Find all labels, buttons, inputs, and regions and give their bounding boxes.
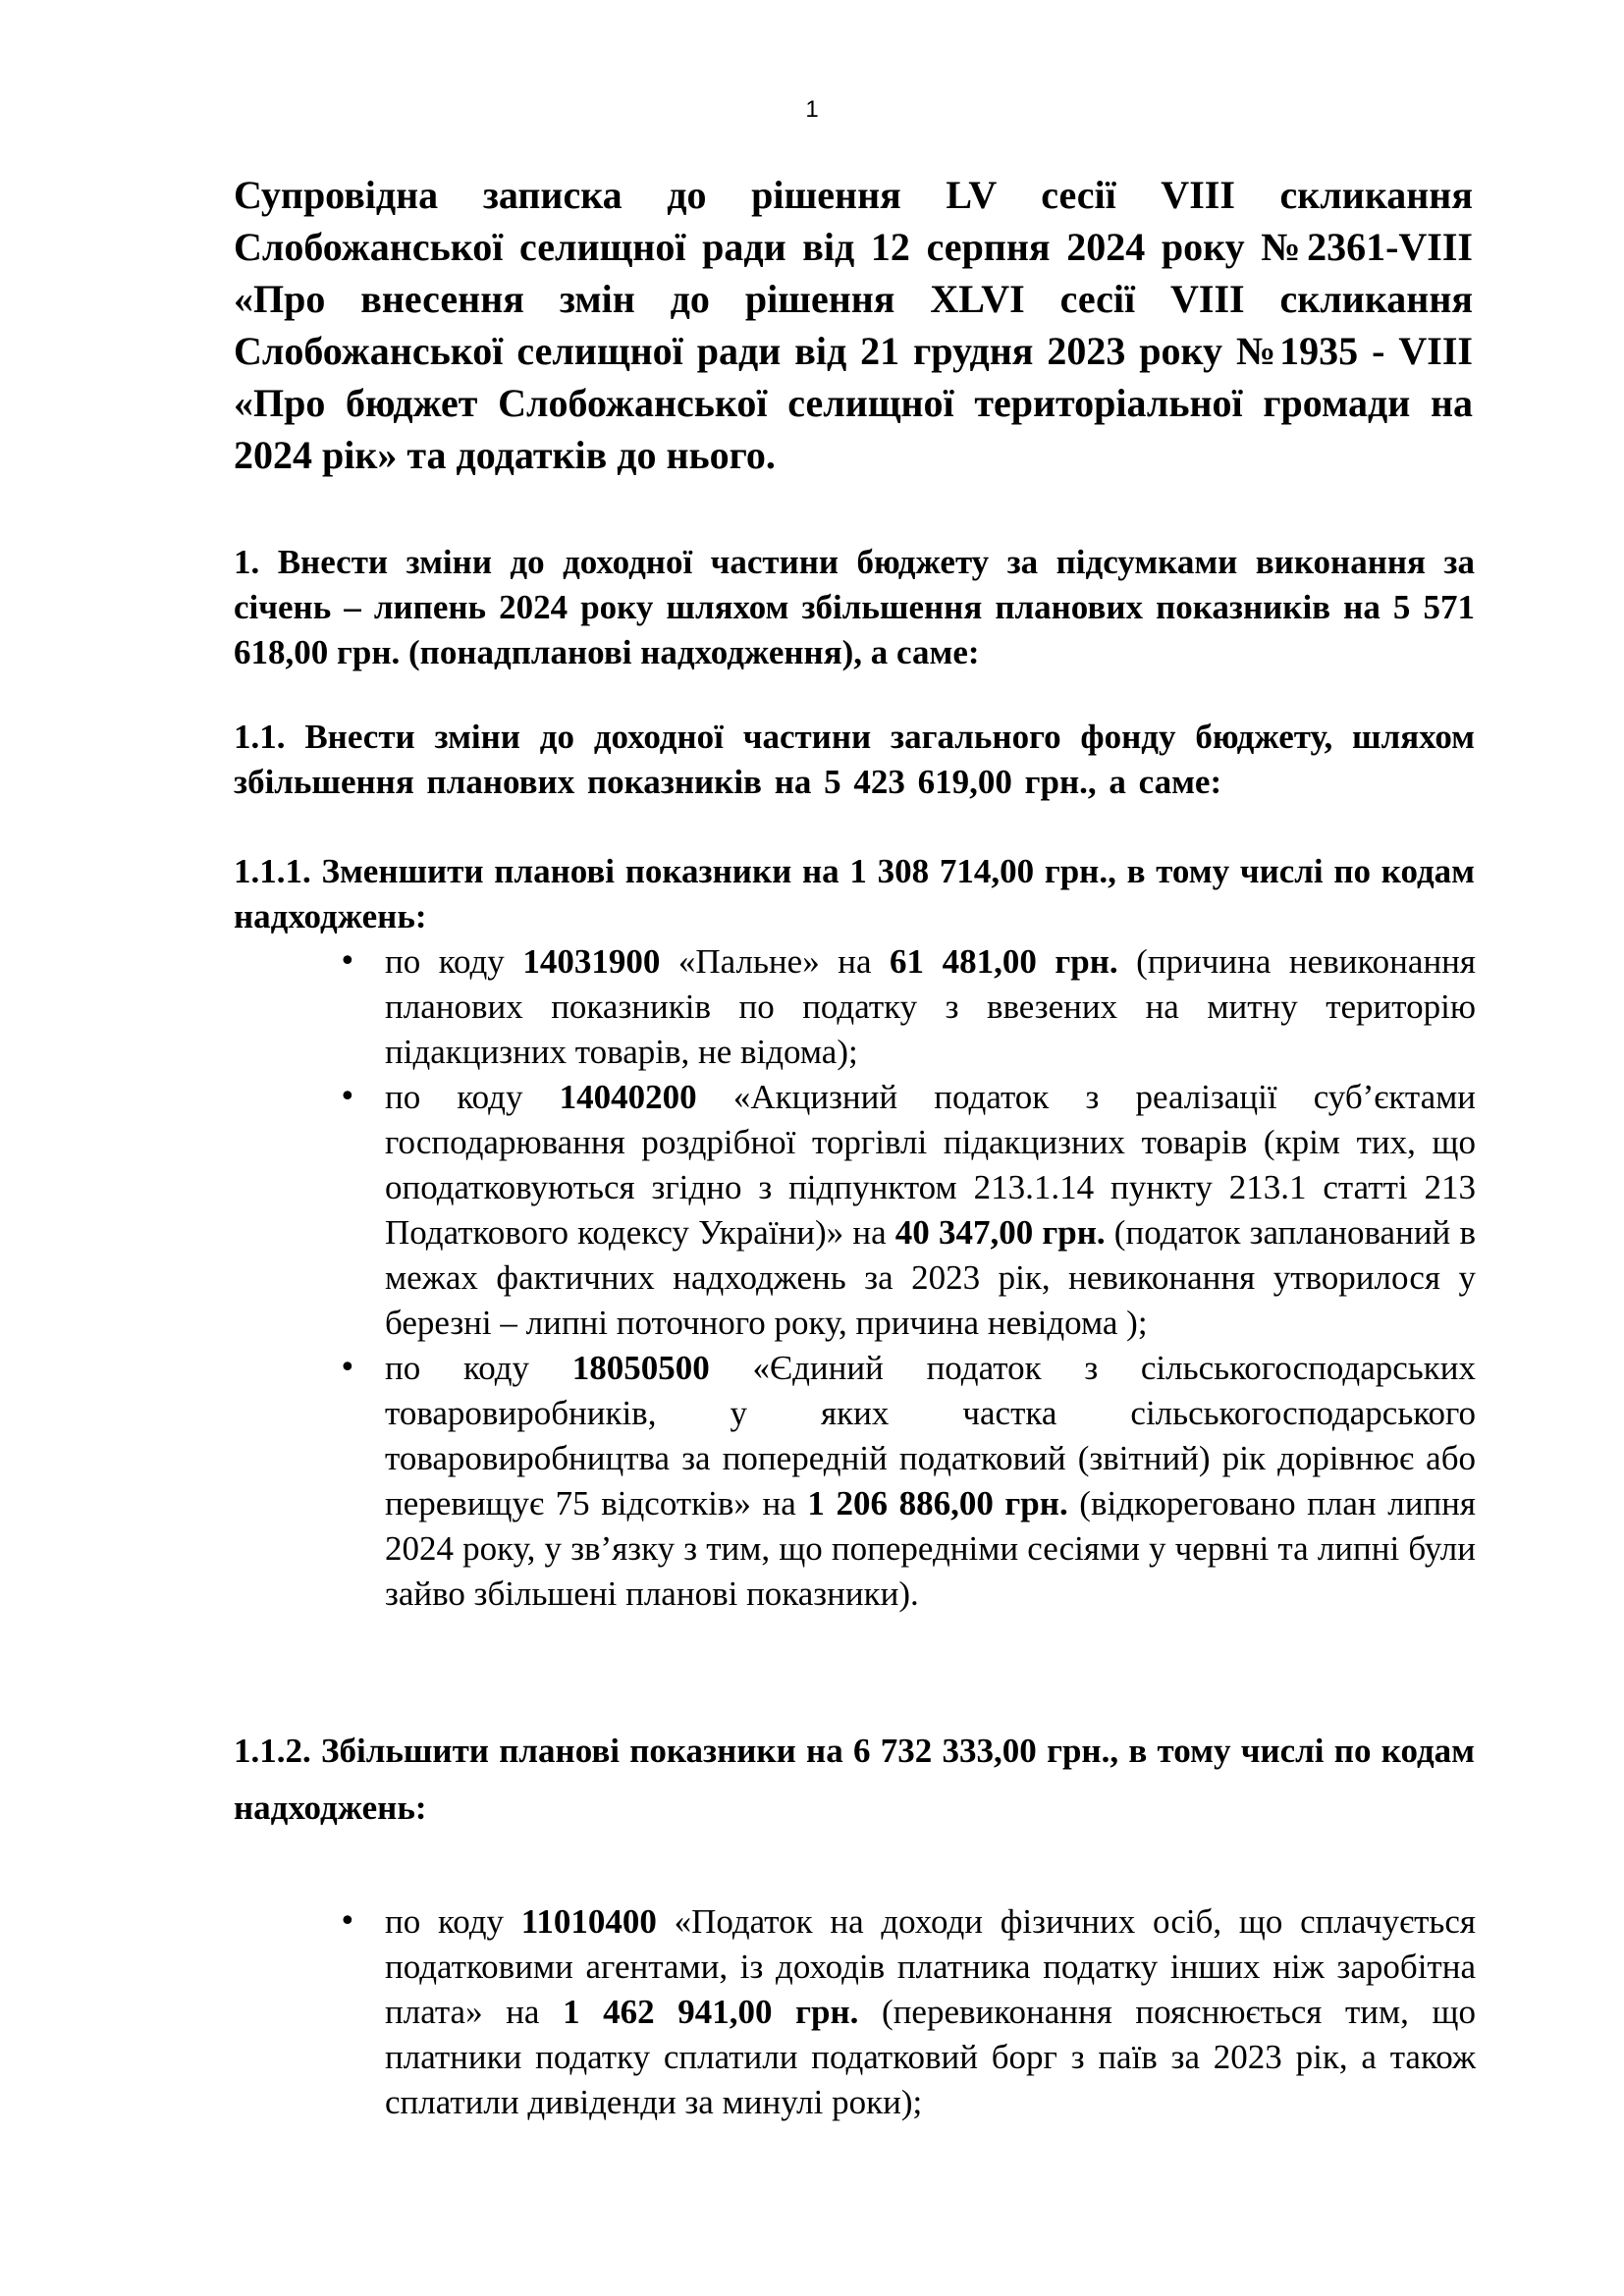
increase-list — [339, 1899, 1476, 2125]
item-text: «Пальне» на — [660, 942, 891, 981]
item-amount: 61 481,00 грн. — [890, 942, 1118, 981]
item-prefix: по коду — [385, 1349, 572, 1387]
item-text: «Акцизний податок з реалізації суб’єктами господарювання роздрібної торгівлі підакцизних товарів (крім тих, що оподатковуються згідно з підпунктом 213.1.14 пункту 213.1 статті 213 Податкового кодексу України)» на — [385, 1078, 1477, 1252]
section-1-1: 1.1. Внести зміни до доходної частини загального фонду бюджету, шляхом збільшення планових показників на 5 423 619,00 грн., а саме: — [234, 718, 1475, 801]
revenue-code: 14040200 — [559, 1078, 697, 1116]
item-text: «Податок на доходи фізичних осіб, що сплачується податковими агентами, із доходів платника податку інших ніж заробітна плата» на — [385, 1902, 1476, 2031]
document-title: Супровідна записка до рішення LV сесії VIII скликання Слобожанської селищної ради від 12 серпня 2024 року №2361-VIII «Про внесення змін до рішення XLVI сесії VIII скликання Слобожанської селищної ради від 21 грудня 2023 року №1935 - VIII «Про бюджет Слобожанської селищної територіальної громади на 2024 рік» та додатків до нього. — [234, 173, 1473, 477]
list-item — [339, 1346, 1476, 1617]
list-item — [339, 1899, 1476, 2125]
item-prefix: по коду — [385, 942, 523, 981]
item-note: (відкореговано план липня 2024 року, у зв’язку з тим, що попередніми сесіями у червні та липні були зайво збільшені планові показники). — [385, 1484, 1476, 1613]
page-number: 1 — [805, 96, 819, 123]
section-1: 1. Внести зміни до доходної частини бюджету за підсумками виконання за січень – липень 2024 року шляхом збільшення планових показників на 5 571 618,00 грн. (понадпланові надходження), а саме: — [234, 543, 1475, 671]
item-text: «Єдиний податок з сільськогосподарських товаровиробників, у яких частка сільськогосподарського товаровиробництва за попередній податковий (звітний) рік дорівнює або перевищує 75 відсотків» на — [385, 1349, 1476, 1522]
item-note: (перевиконання пояснюється тим, що платники податку сплатили податковий борг з паїв за 2023 рік, а також сплатили дивіденди за минулі роки); — [385, 1993, 1476, 2121]
item-prefix: по коду — [385, 1902, 521, 1941]
item-note: (причина невиконання планових показників по податку з ввезених на митну територію підакцизних товарів, не відома); — [385, 942, 1477, 1071]
revenue-code: 14031900 — [522, 942, 661, 981]
section-1-1-1: 1.1.1. Зменшити планові показники на 1 308 714,00 грн., в тому числі по кодам надходжень: — [234, 852, 1475, 935]
item-prefix: по коду — [385, 1078, 560, 1116]
list-item — [339, 1075, 1476, 1346]
item-note: (податок запланований в межах фактичних надходжень за 2023 рік, невиконання утворилося у березні – липні поточного року, причина невідома ); — [385, 1213, 1476, 1342]
section-1-1-2: 1.1.2. Збільшити планові показники на 6 732 333,00 грн., в тому числі по кодам надходжень: — [234, 1732, 1475, 1827]
item-amount: 1 206 886,00 грн. — [807, 1484, 1068, 1522]
revenue-code: 11010400 — [520, 1902, 657, 1941]
revenue-code: 18050500 — [571, 1349, 710, 1387]
item-amount: 40 347,00 грн. — [894, 1213, 1106, 1252]
list-item — [339, 939, 1476, 1075]
item-amount: 1 462 941,00 грн. — [563, 1993, 859, 2031]
decrease-list — [339, 939, 1476, 1617]
